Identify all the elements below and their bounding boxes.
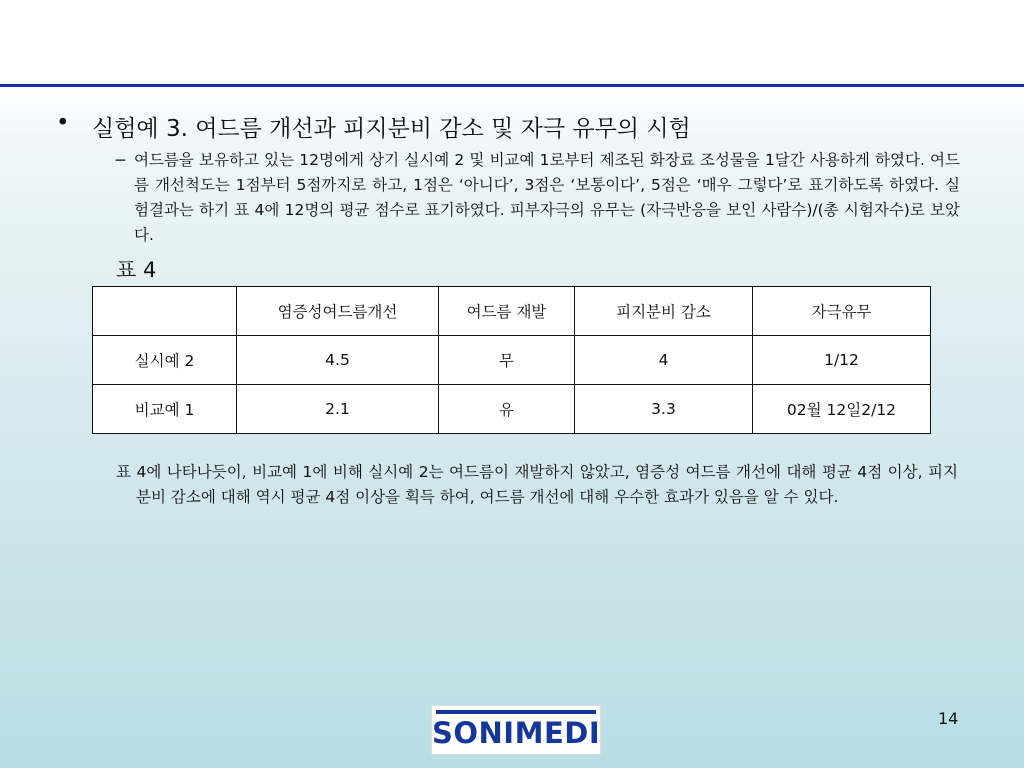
page-number: 14 <box>938 709 959 728</box>
table-cell: 1/12 <box>753 336 931 385</box>
paragraph-text: 여드름을 보유하고 있는 12명에게 상기 실시예 2 및 비교예 1로부터 제조된 화장료 조성물을 1달간 사용하게 하였다. 여드름 개선척도는 1점부터 5점까지로 하고, 1점은 ‘아니다’, 3점은 ‘보통이다’, 5점은 ‘매우 그렇다’로 표기하도록 하였다. 실험결과는 하기 표 4에 12명의 평균 점수로 표기하였다. 피부자극의 유무는 (자극반응을 보인 사람수)/(총 시험자수)로 보았다. <box>134 151 960 244</box>
logo-stripe <box>436 710 596 714</box>
sonimedi-logo <box>432 706 600 754</box>
heading-text: 실험예 3. 여드름 개선과 피지분비 감소 및 자극 유무의 시험 <box>92 116 691 142</box>
table-cell: 4.5 <box>237 336 439 385</box>
logo-text: SONIMEDI <box>432 716 601 750</box>
table-caption: 표 4 <box>116 258 157 282</box>
row-label-cell: 비교예 1 <box>93 385 237 434</box>
header-divider <box>0 84 1024 87</box>
table-cell: 02월 12일2/12 <box>753 385 931 434</box>
bullet-icon: • <box>56 110 70 136</box>
table-header-cell: 염증성여드름개선 <box>237 287 439 336</box>
table-cell: 2.1 <box>237 385 439 434</box>
table-cell: 유 <box>439 385 575 434</box>
table-cell: 무 <box>439 336 575 385</box>
table-header-cell: 자극유무 <box>753 287 931 336</box>
table-row <box>93 385 931 434</box>
description-paragraph <box>114 148 960 248</box>
table-cell: 3.3 <box>575 385 753 434</box>
table-header-row <box>93 287 931 336</box>
table-header-cell: 피지분비 감소 <box>575 287 753 336</box>
conclusion-paragraph: 표 4에 나타나듯이, 비교예 1에 비해 실시예 2는 여드름이 재발하지 않았고, 염증성 여드름 개선에 대해 평균 4점 이상, 피지분비 감소에 대해 역시 평균 4점 이상을 획득 하여, 여드름 개선에 대해 우수한 효과가 있음을 알 수 있다. <box>116 463 958 506</box>
row-label-cell: 실시예 2 <box>93 336 237 385</box>
table-header-cell <box>93 287 237 336</box>
dash-icon: − <box>114 151 127 169</box>
table-cell: 4 <box>575 336 753 385</box>
results-table <box>92 286 931 434</box>
table-row <box>93 336 931 385</box>
table-header-cell: 여드름 재발 <box>439 287 575 336</box>
